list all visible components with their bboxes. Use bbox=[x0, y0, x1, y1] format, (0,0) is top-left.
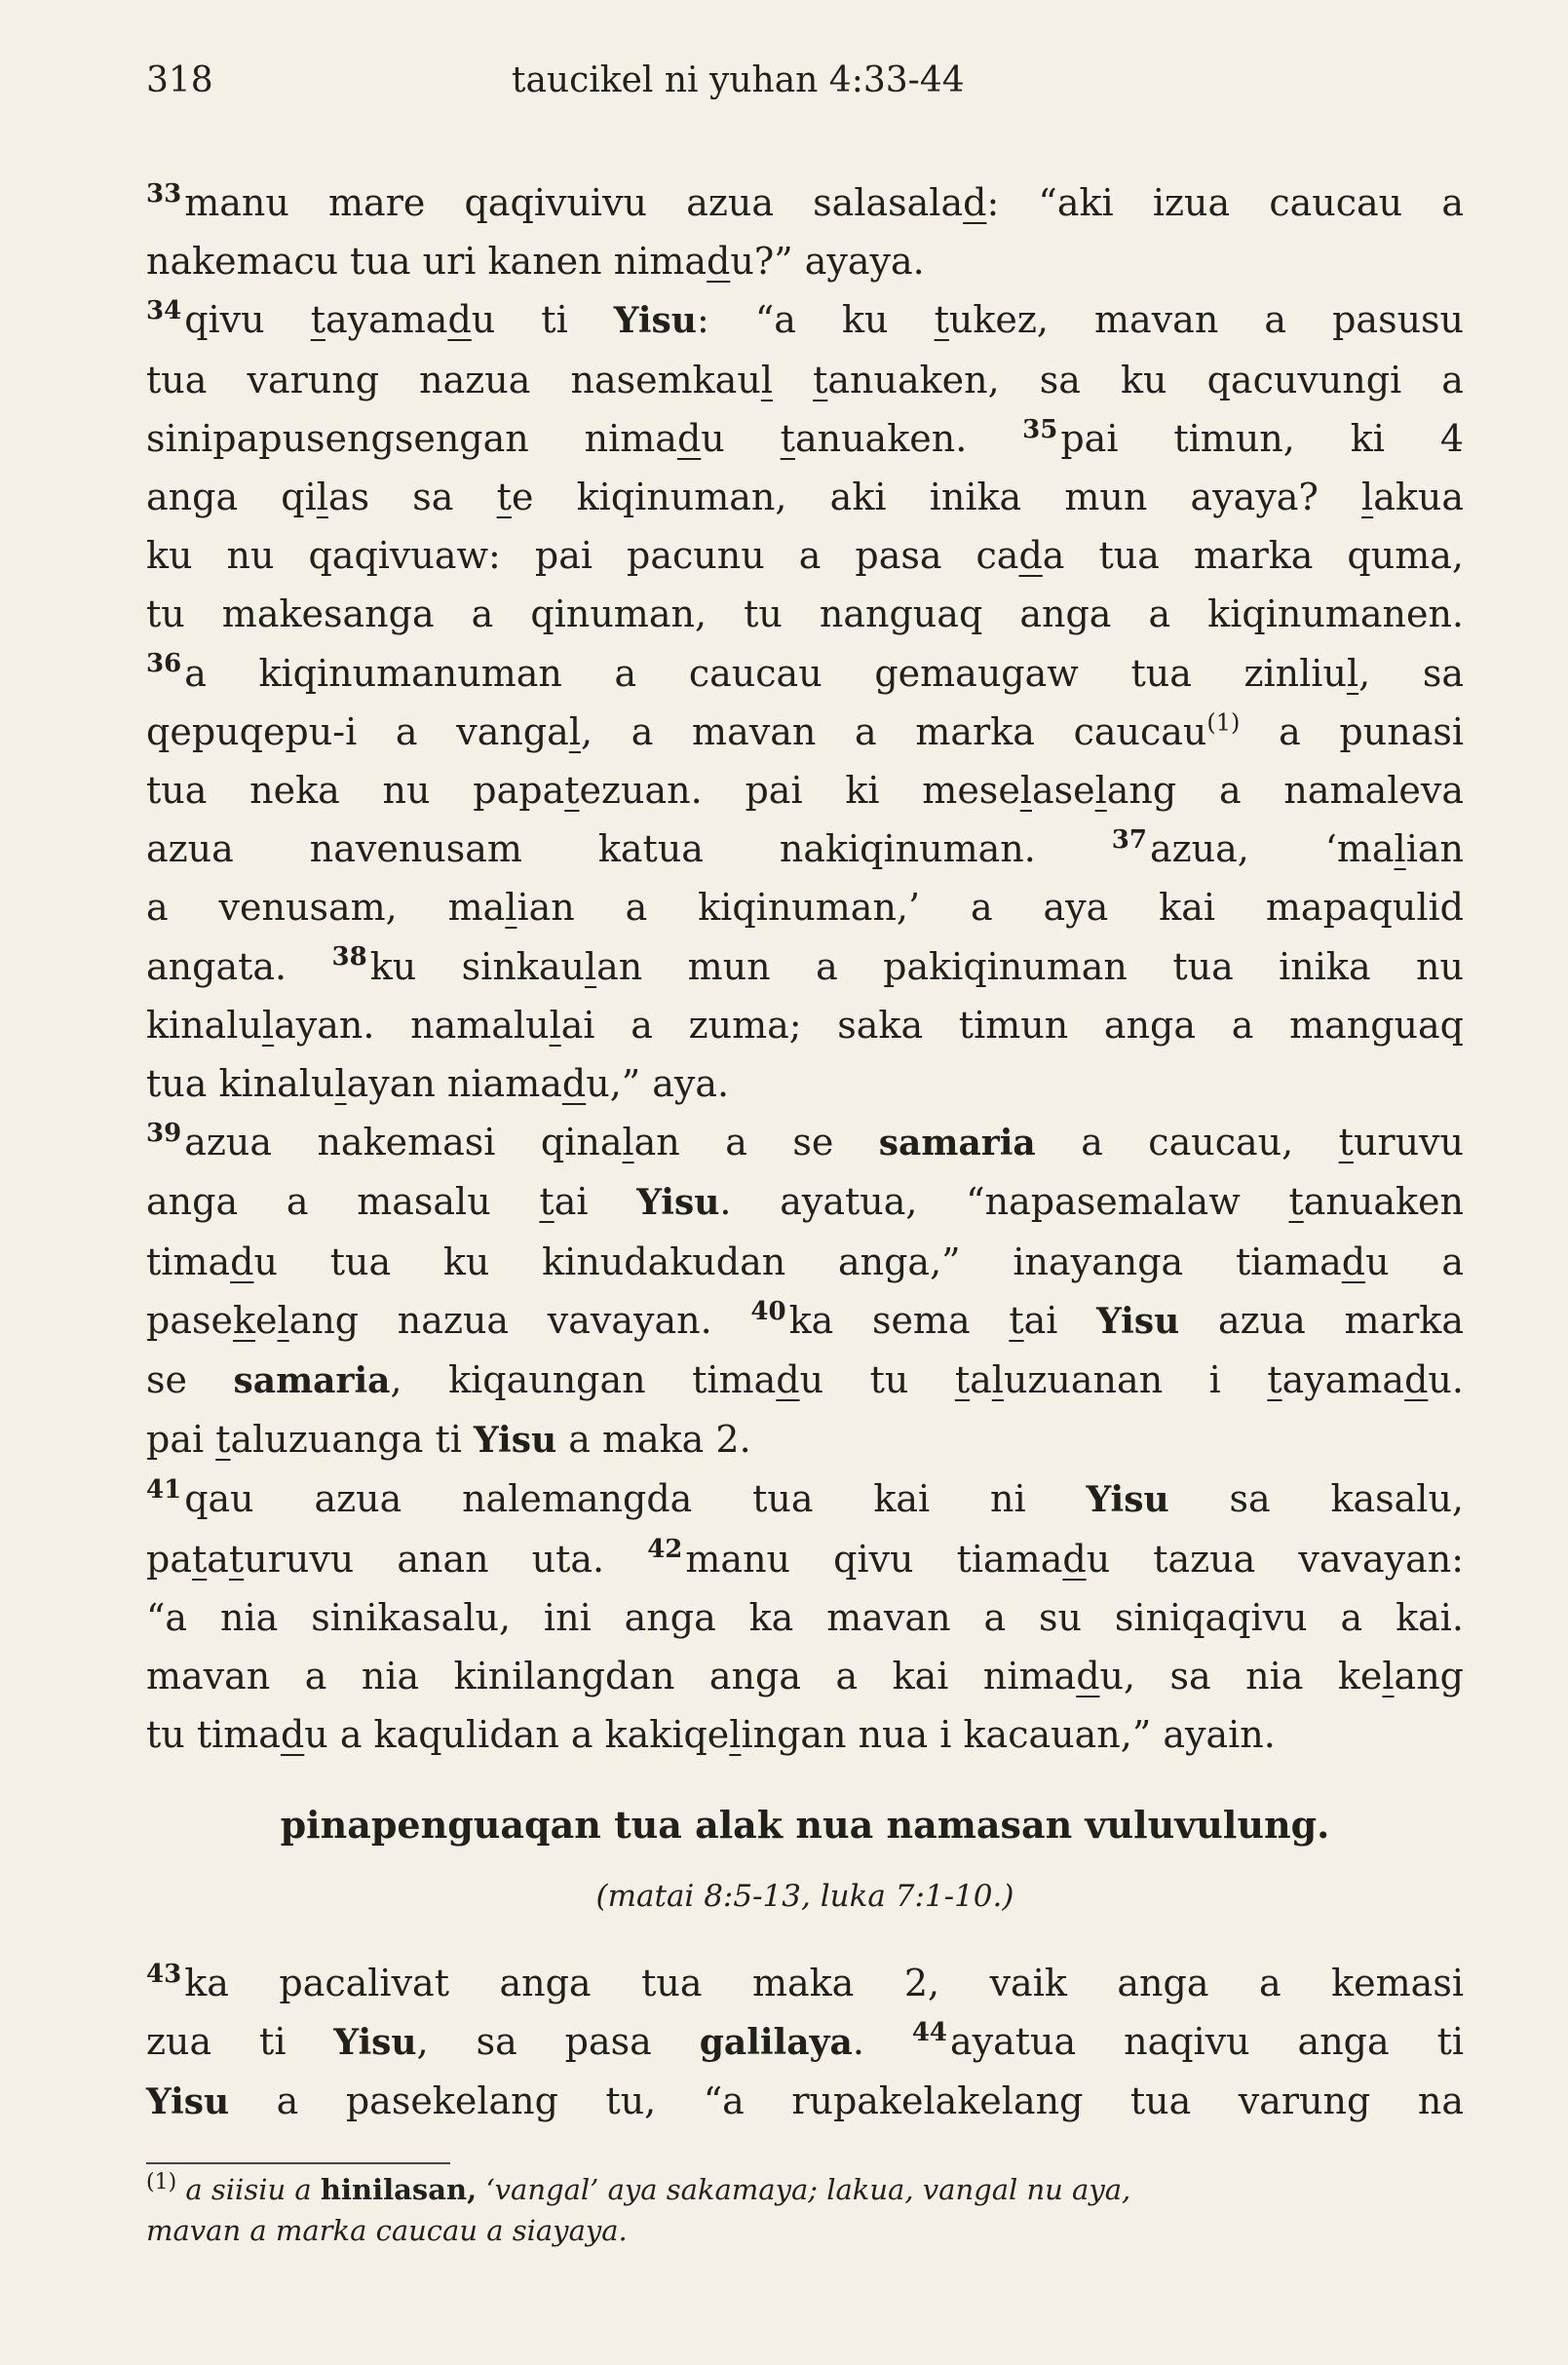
text-line: “a nia sinikasalu, ini anga ka mavan a su siniqaqivu a kai. bbox=[146, 1595, 1464, 1639]
text-line: zua ti Yisu, sa pasa galilaya. $^{44}$ayatua naqivu anga ti bbox=[146, 2017, 1464, 2064]
verse-number: 42 bbox=[647, 1535, 683, 1565]
text-line: $^{41}$qau azua nalemangda tua kai ni Yisu sa kasalu, bbox=[146, 1475, 1464, 1521]
text-line: $^{36}$a kiqinumanuman a caucau gemaugaw tua zinliul, sa bbox=[146, 649, 1464, 695]
text-line: timadu tua ku kinudakudan anga,” inayanga tiamadu a bbox=[146, 1240, 1464, 1283]
verse-number: 43 bbox=[146, 1959, 182, 1989]
verse-number: 41 bbox=[146, 1475, 182, 1506]
footnote bbox=[146, 2169, 1464, 2251]
text-line: kinalulayan. namalulai a zuma; saka timun anga a manguaq bbox=[146, 1003, 1465, 1047]
text-line: $^{33}$manu mare qaqivuivu azua salasalad: “aki izua caucau a bbox=[146, 178, 1464, 224]
footnote-line bbox=[146, 2169, 1464, 2210]
footnote-text-before: a siisiu a bbox=[185, 2173, 312, 2206]
page-number: 318 bbox=[146, 60, 213, 100]
text-line: pasekelang nazua vavayan. $^{40}$ka sema tai Yisu azua marka bbox=[146, 1296, 1464, 1342]
verse-number: 35 bbox=[1022, 414, 1058, 444]
text-line: tua neka nu papatezuan. pai ki meselaselang a namaleva bbox=[146, 769, 1464, 813]
footnote-label: (1) bbox=[146, 2170, 177, 2194]
section-text-block bbox=[146, 1954, 1464, 2132]
text-line: anga qilas sa te kiqinuman, aki inika mun ayaya? lakua bbox=[146, 476, 1464, 519]
verse-number: 40 bbox=[750, 1296, 786, 1326]
text-line: pai taluzuanga ti Yisu a maka 2. bbox=[146, 1418, 751, 1462]
footnote-divider bbox=[146, 2162, 450, 2164]
text-line: se samaria, kiqaungan timadu tu taluzuanan i tayamadu. bbox=[146, 1358, 1464, 1402]
main-text-block bbox=[146, 173, 1464, 1764]
section-heading: pinapenguaqan tua alak nua namasan vuluvulung. bbox=[280, 1803, 1330, 1847]
verse-number: 39 bbox=[146, 1118, 182, 1148]
text-line: a venusam, malian a kiqinuman,’ a aya kai mapaqulid bbox=[146, 886, 1464, 930]
text-line: anga a masalu tai Yisu. ayatua, “napasemalaw tanuaken bbox=[146, 1180, 1464, 1224]
text-line: tua kinalulayan niamadu,” aya. bbox=[146, 1062, 730, 1106]
footnote-reference: (1) bbox=[1206, 708, 1241, 737]
text-line: nakemacu tua uri kanen nimadu?” ayaya. bbox=[146, 240, 925, 284]
text-line: azua navenusam katua nakiqinuman. $^{37}$azua, ‘malian bbox=[146, 824, 1464, 871]
verse-number: 38 bbox=[331, 942, 367, 973]
verse-number: 33 bbox=[146, 178, 182, 209]
text-line: sinipapusengsengan nimadu tanuaken. $^{35}$pai timun, ki 4 bbox=[146, 414, 1464, 460]
text-line: $^{43}$ka pacalivat anga tua maka 2, vaik anga a kemasi bbox=[146, 1959, 1464, 2004]
section-cross-reference: (matai 8:5-13, luka 7:1-10.) bbox=[595, 1879, 1014, 1914]
text-line: tu timadu a kaqulidan a kakiqelingan nua i kacauan,” ayain. bbox=[146, 1713, 1276, 1757]
verse-number: 36 bbox=[146, 649, 182, 679]
text-line: $^{34}$qivu tayamadu ti Yisu: “a ku tukez, mavan a pasusu bbox=[146, 296, 1465, 342]
text-line: qepuqepu-i a vangal, a mavan a marka caucau$^{(1)}$ a punasi bbox=[146, 708, 1464, 753]
verse-number: 37 bbox=[1111, 824, 1147, 855]
text-line: angata. $^{38}$ku sinkaulan mun a pakiqinuman tua inika nu bbox=[146, 942, 1464, 988]
text-line: pataturuvu anan uta. $^{42}$manu qivu tiamadu tazua vavayan: bbox=[146, 1535, 1465, 1581]
footnote-line: mavan a marka caucau a siayaya. bbox=[146, 2214, 628, 2247]
footnote-highlight: hinilasan, bbox=[320, 2173, 478, 2206]
verse-number: 44 bbox=[911, 2017, 947, 2047]
footnote-text-after: ‘vangal’ aya sakamaya; lakua, vangal nu aya, bbox=[485, 2173, 1131, 2206]
text-line: Yisu a pasekelang tu, “a rupakelakelang tua varung na bbox=[146, 2079, 1464, 2123]
text-line: ku nu qaqivuaw: pai pacunu a pasa cada tua marka quma, bbox=[146, 534, 1464, 578]
text-line: mavan a nia kinilangdan anga a kai nimadu, sa nia kelang bbox=[146, 1655, 1465, 1698]
running-title: taucikel ni yuhan 4:33-44 bbox=[512, 60, 965, 100]
text-line: tu makesanga a qinuman, tu nanguaq anga a kiqinumanen. bbox=[146, 592, 1464, 636]
text-line: $^{39}$azua nakemasi qinalan a se samaria a caucau, turuvu bbox=[146, 1118, 1464, 1164]
text-line: tua varung nazua nasemkaul tanuaken, sa ku qacuvungi a bbox=[146, 358, 1464, 401]
verse-number: 34 bbox=[146, 296, 182, 326]
